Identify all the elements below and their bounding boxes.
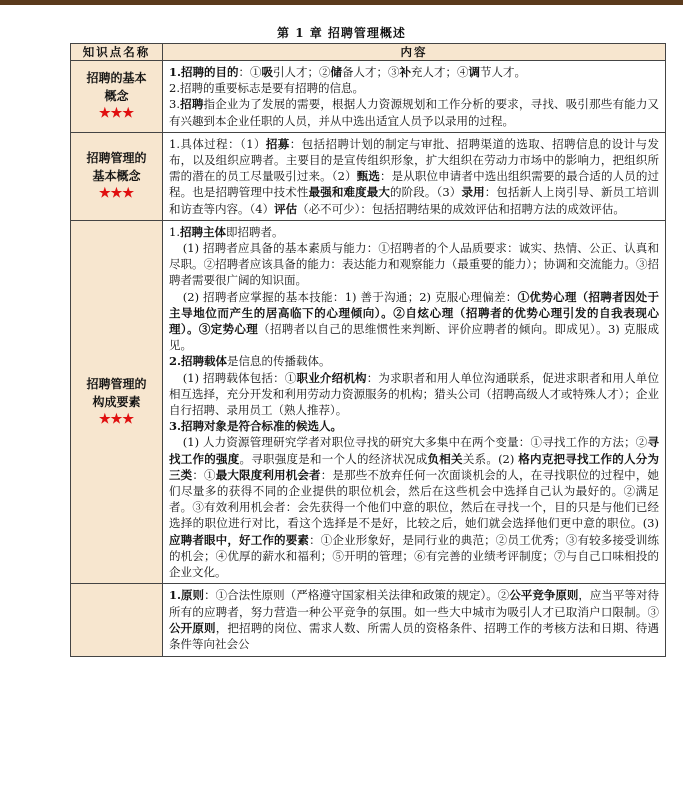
content-text: ：是从职位申请者中选出组织需要的最合适的人员的过程。也是招聘管理中技术性	[169, 169, 659, 200]
content-text: ：①	[192, 467, 216, 482]
table-row	[71, 584, 666, 657]
content-text: ：包括招聘计划的制定与审批、招聘渠道的选取、招聘信息的设计与发布，以及组织应聘者。主要目的是宣传组织形象，扩大组织在劳动力市场中的影响力，把组织所需的潜在的员工尽量吸引过来。（2）	[169, 136, 660, 184]
content-text: (1) 招聘载体包括：①	[182, 370, 297, 385]
bold-term: 评估	[274, 201, 298, 216]
content-text: ，把招聘的岗位、需求人数、所需人员的资格条件、招聘工作的考核方法和日期、待遇条件等向社会公	[169, 620, 659, 651]
content-text: 。寻职强度是和一个人的经济状况成	[239, 451, 428, 466]
table-row	[71, 61, 666, 133]
content-text: (1) 人力资源管理研究学者对职位寻找的研究大多集中在两个变量：①寻找工作的方法；②	[182, 435, 648, 450]
knowledge-name-cell	[71, 132, 163, 220]
bold-term: 3.招聘对象是符合标准的候选人。	[169, 419, 343, 434]
bold-term: 2.招聘载体	[169, 354, 228, 369]
bold-term: 招聘	[179, 97, 204, 112]
knowledge-name-line: 招聘管理的	[86, 377, 147, 392]
content-text: 的阶段。（3）	[389, 185, 462, 200]
content-paragraph	[169, 64, 659, 80]
table-row	[71, 132, 666, 220]
content-text: ：为求职者和用人单位沟通联系，促进求职者和用人单位相互选择，充分开发和利用劳动力资源服务的机构；猎头公司（招聘高级人才或特殊人才）；企业自行招聘、录用员工（熟人推荐）。	[169, 370, 660, 418]
content-paragraph	[169, 80, 659, 96]
content-text: 充人才；④	[411, 65, 469, 79]
bold-term: 公开原则	[169, 620, 216, 635]
content-cell	[163, 584, 666, 657]
content-text: 2.招聘的重要标志是要有招聘的信息。	[169, 81, 364, 96]
knowledge-name-cell	[71, 220, 163, 583]
content-paragraph	[169, 370, 659, 419]
content-text: 备人才；③	[342, 65, 400, 79]
bold-term: 补	[399, 65, 412, 79]
header-knowledge-name: 知识点名称	[71, 44, 163, 61]
content-text: ：①企业形象好，是同行业的典范；②员工优秀；③有较多接受训练的机会；④优厚的薪水和福利；⑤开明的管理；⑥有完善的业绩考评制度；⑦与自己口味相投的企业文化。	[169, 532, 660, 580]
bold-term: 公平竞争原则	[509, 588, 579, 603]
content-text: 关系。(2)	[462, 451, 519, 466]
bold-term: 招募	[265, 136, 290, 151]
content-text: （必不可少）：包括招聘结果的成效评估和招聘方法的成效评估。	[297, 201, 625, 216]
bold-term: 招聘主体	[179, 224, 226, 239]
knowledge-name-line: 招聘的基本	[86, 71, 147, 86]
knowledge-name-line: 招聘管理的	[86, 151, 147, 166]
bold-term: 职业介绍机构	[296, 370, 367, 385]
bold-term: 寻找工作的强度	[169, 435, 659, 466]
content-paragraph	[169, 240, 659, 289]
content-text: 即招聘者。	[225, 224, 284, 239]
knowledge-name-cell	[71, 584, 163, 657]
importance-stars: ★★★	[99, 186, 134, 202]
bold-term: 最强和难度最大	[308, 185, 390, 200]
content-paragraph	[169, 587, 659, 651]
header-content: 内容	[163, 44, 666, 61]
table-header-row	[71, 44, 666, 61]
content-paragraph	[169, 136, 659, 217]
content-text: 1.	[169, 224, 180, 239]
content-text: ：①合法性原则（严格遵守国家相关法律和政策的规定）。②	[204, 588, 510, 603]
knowledge-name-line: 构成要素	[92, 395, 141, 410]
top-border-bar	[0, 0, 683, 5]
content-text: 指企业为了发展的需要，根据人力资源规划和工作分析的要求，寻找、吸引那些有能力又有兴趣到本企业任职的人员，并从中选出适宜人员予以录用的过程。	[169, 97, 660, 128]
chapter-title: 第 1 章 招聘管理概述	[277, 26, 406, 40]
bold-term: 甄选	[356, 169, 381, 184]
bold-term: ①优势心理（招聘者因处于主导地位而产生的居高临下的心理倾向）。②自炫心理（招聘者的优势心理引发的自我表现心理）。③定势心理	[169, 289, 659, 337]
content-text: (1) 招聘者应具备的基本素质与能力：①招聘者的个人品质要求：诚实、热情、公正、认真和尽职。②招聘者应该具备的能力：表达能力和观察能力（最重要的能力）；协调和交流能力。③招聘者需要很广阔的知识面。	[169, 241, 659, 288]
content-text: ：①	[238, 65, 262, 79]
bold-term: 调	[468, 65, 481, 79]
content-paragraph	[169, 418, 659, 434]
content-paragraph	[169, 434, 659, 580]
content-text: ，应当平等对待所有的应聘者，努力营造一种公平竞争的氛围。如一些大中城市为吸引人才已取消户口限制。③	[169, 588, 659, 619]
content-text: 引人才；②	[273, 65, 331, 79]
knowledge-name-line: 概念	[104, 89, 129, 104]
bold-term: 负相关	[427, 451, 463, 466]
table-row	[71, 220, 666, 583]
bold-term: 最大限度利用机会者	[215, 467, 321, 482]
content-paragraph	[169, 96, 659, 128]
content-paragraph	[169, 289, 659, 354]
content-text: 节人才。	[480, 65, 527, 79]
bold-term: 吸	[261, 65, 274, 79]
importance-stars: ★★★	[99, 106, 134, 122]
knowledge-name-line: 基本概念	[92, 169, 141, 184]
content-text: ：包括新人上岗引导、新员工培训和访查等内容。（4）	[169, 185, 660, 216]
knowledge-table	[70, 43, 666, 657]
content-text: (2) 招聘者应掌握的基本技能：1) 善于沟通；2) 克服心理偏差：	[182, 289, 518, 304]
content-text: 3.	[169, 97, 180, 112]
content-paragraph	[169, 224, 659, 240]
bold-term: 1.原则	[169, 588, 205, 603]
content-text: 1.具体过程：（1）	[169, 136, 266, 151]
bold-term: 应聘者眼中，好工作的要素	[169, 532, 310, 547]
content-text: 是信息的传播载体。	[227, 354, 331, 369]
bold-term: 格内克把寻找工作的人分为三类	[169, 451, 660, 482]
bold-term: 录用	[461, 185, 485, 200]
content-paragraph	[169, 353, 659, 369]
content-text: （招聘者以自己的思维惯性来判断、评价应聘者的倾向。即成见）。3) 克服成见。	[169, 322, 659, 353]
knowledge-name-cell	[71, 61, 163, 133]
importance-stars: ★★★	[99, 412, 134, 428]
content-cell	[163, 220, 666, 583]
content-text: ：是那些不放弃任何一次面谈机会的人，在寻找职位的过程中，她们尽量多的获得不同的企业提供的职位机会，然后在这些机会中选择自己认为最好的。②满足者。③有效利用机会者：会先获得一个他们中意的职位，然后在寻找一个，目的只是与他们已经选择的职位进行对比，看这个选择是不是好，比较之后，她们就会选择他们更中意的职位。(3)	[169, 467, 660, 531]
bold-term: 1.招聘的目的	[169, 65, 239, 79]
content-cell	[163, 132, 666, 220]
content-cell	[163, 61, 666, 133]
bold-term: 储	[330, 65, 343, 79]
